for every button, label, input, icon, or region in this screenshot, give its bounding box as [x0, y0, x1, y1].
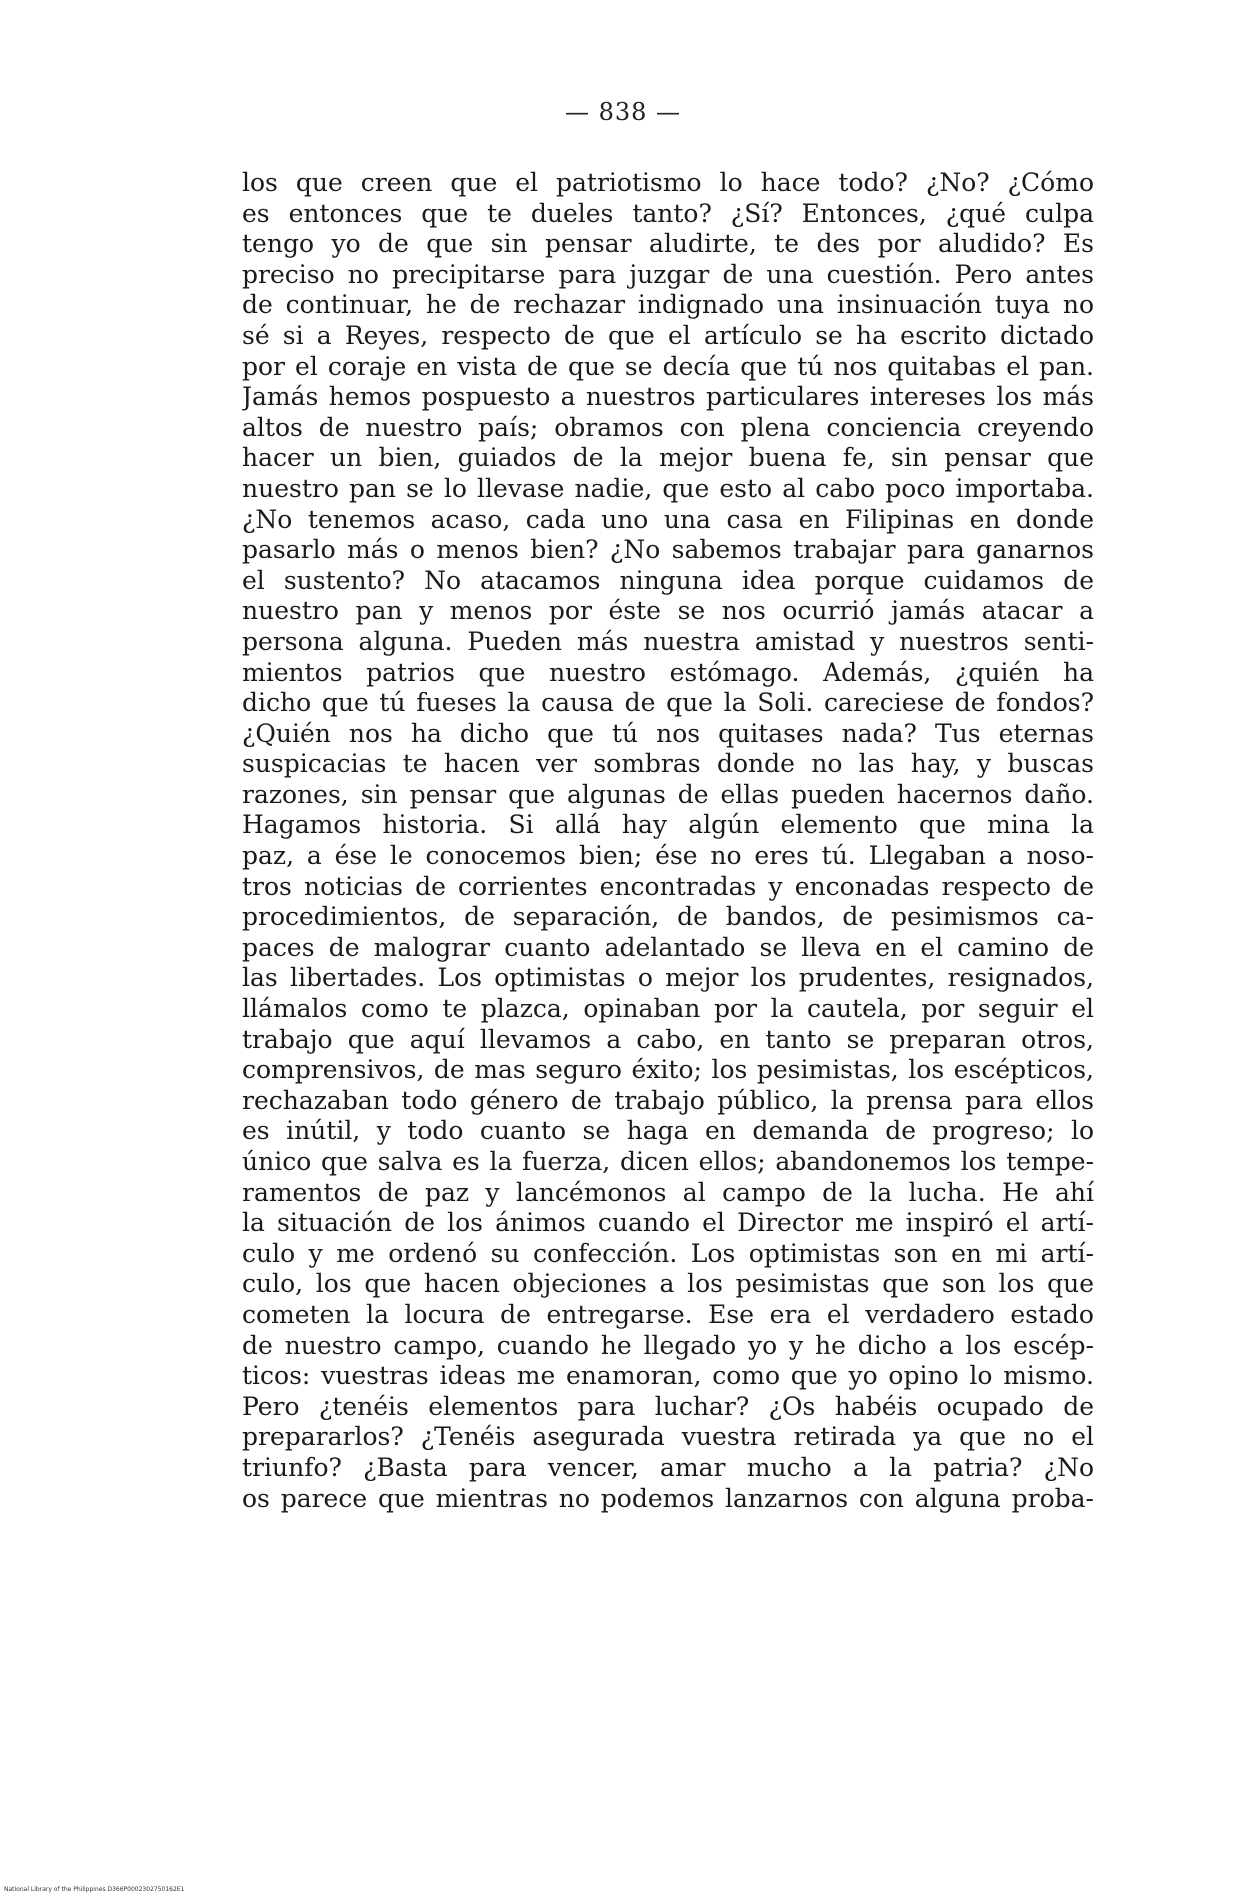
text-line: ramentos de paz y lancémonos al campo de la lucha. He ahí	[242, 1177, 1094, 1207]
text-line: persona alguna. Pueden más nuestra amistad y nuestros senti-	[242, 626, 1094, 656]
text-line: llámalos como te plazca, opinaban por la cautela, por seguir el	[242, 994, 1094, 1024]
text-line: nuestro pan se lo llevase nadie, que esto al cabo poco importaba.	[242, 473, 1094, 503]
text-line: único que salva es la fuerza, dicen ellos; abandonemos los tempe-	[242, 1147, 1094, 1176]
text-line: hacer un bien, guiados de la mejor buena fe, sin pensar que	[242, 443, 1094, 473]
text-line: las libertades. Los optimistas o mejor los prudentes, resignados,	[242, 963, 1094, 993]
text-line: de continuar, he de rechazar indignado una insinuación tuya no	[242, 290, 1094, 320]
text-line: ticos: vuestras ideas me enamoran, como que yo opino lo mismo.	[242, 1361, 1094, 1391]
text-line: suspicacias te hacen ver sombras donde no las hay, y buscas	[242, 749, 1094, 779]
text-line: trabajo que aquí llevamos a cabo, en tanto se preparan otros,	[242, 1024, 1094, 1054]
text-line: es inútil, y todo cuanto se haga en demanda de progreso; lo	[242, 1116, 1094, 1146]
text-line: razones, sin pensar que algunas de ellas pueden hacernos daño.	[242, 779, 1094, 809]
text-line: sé si a Reyes, respecto de que el artículo se ha escrito dictado	[242, 320, 1094, 350]
text-line: la situación de los ánimos cuando el Director me inspiró el artí-	[242, 1208, 1094, 1238]
text-line: es entonces que te dueles tanto? ¿Sí? Entonces, ¿qué culpa	[242, 198, 1094, 228]
text-line: Pero ¿tenéis elementos para luchar? ¿Os habéis ocupado de	[242, 1391, 1094, 1421]
text-line: culo, los que hacen objeciones a los pesimistas que son los que	[242, 1269, 1094, 1299]
text-line: triunfo? ¿Basta para vencer, amar mucho a la patria? ¿No	[242, 1452, 1094, 1482]
archive-footer: National Library of the Philippines D366P0002302750162E1	[4, 1886, 185, 1893]
text-line: cometen la locura de entregarse. Ese era el verdadero estado	[242, 1299, 1094, 1329]
text-line: nuestro pan y menos por éste se nos ocurrió jamás atacar a	[242, 596, 1094, 626]
text-line: ¿Quién nos ha dicho que tú nos quitases nada? Tus eternas	[242, 718, 1094, 748]
text-line: tros noticias de corrientes encontradas y enconadas respecto de	[242, 871, 1094, 901]
text-line: de nuestro campo, cuando he llegado yo y he dicho a los escép-	[242, 1330, 1094, 1360]
text-line: los que creen que el patriotismo lo hace todo? ¿No? ¿Cómo	[242, 168, 1094, 197]
text-line: rechazaban todo género de trabajo público, la prensa para ellos	[242, 1085, 1094, 1115]
text-line: paz, a ése le conocemos bien; ése no eres tú. Llegaban a noso-	[242, 841, 1094, 871]
text-line: el sustento? No atacamos ninguna idea porque cuidamos de	[242, 565, 1094, 595]
text-line: prepararlos? ¿Tenéis asegurada vuestra retirada ya que no el	[242, 1422, 1094, 1452]
text-line: dicho que tú fueses la causa de que la Soli. careciese de fondos?	[242, 688, 1094, 718]
text-line: comprensivos, de mas seguro éxito; los pesimistas, los escépticos,	[242, 1055, 1094, 1085]
text-line: ¿No tenemos acaso, cada uno una casa en Filipinas en donde	[242, 504, 1094, 534]
text-line: tengo yo de que sin pensar aludirte, te des por aludido? Es	[242, 229, 1094, 259]
text-line: Hagamos historia. Si allá hay algún elemento que mina la	[242, 810, 1094, 840]
text-line: procedimientos, de separación, de bandos, de pesimismos ca-	[242, 902, 1094, 932]
text-line: paces de malograr cuanto adelantado se lleva en el camino de	[242, 932, 1094, 962]
text-line: culo y me ordenó su confección. Los optimistas son en mi artí-	[242, 1238, 1094, 1268]
text-line: mientos patrios que nuestro estómago. Además, ¿quién ha	[242, 657, 1094, 687]
body-text	[242, 168, 1094, 1514]
text-line: pasarlo más o menos bien? ¿No sabemos trabajar para ganarnos	[242, 535, 1094, 565]
text-line: altos de nuestro país; obramos con plena conciencia creyendo	[242, 412, 1094, 442]
text-line: por el coraje en vista de que se decía que tú nos quitabas el pan.	[242, 351, 1094, 381]
text-line: preciso no precipitarse para juzgar de una cuestión. Pero antes	[242, 259, 1094, 289]
text-line: Jamás hemos pospuesto a nuestros particulares intereses los más	[242, 382, 1094, 412]
text-line: os parece que mientras no podemos lanzarnos con alguna proba-	[242, 1483, 1094, 1513]
page-number: — 838 —	[564, 98, 682, 126]
